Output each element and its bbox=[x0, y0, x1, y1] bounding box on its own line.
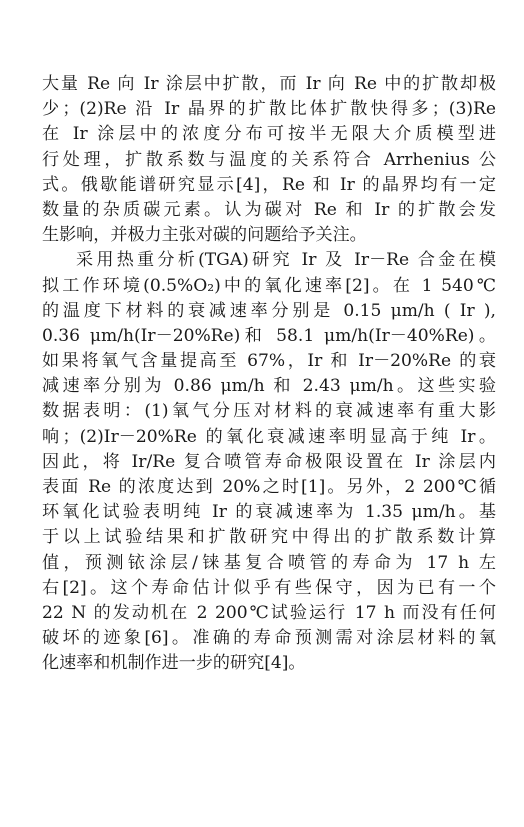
text-line: 如果将氧气含量提高至 67%，Ir 和 Ir－20%Re 的衰 bbox=[42, 351, 496, 372]
text-line: 破坏的迹象[6]。准确的寿命预测需对涂层材料的氧 bbox=[42, 628, 496, 649]
article-body bbox=[42, 72, 496, 677]
text-line: 拟工作环境(0.5%O₂)中的氧化速率[2]。在 1 540℃ bbox=[42, 275, 496, 296]
text-line: 化速率和机制作进一步的研究[4]。 bbox=[42, 653, 306, 674]
text-line: 因此，将 Ir/Re 复合喷管寿命极限设置在 Ir 涂层内 bbox=[42, 451, 496, 472]
text-line: 行处理，扩散系数与温度的关系符合 Arrhenius 公 bbox=[42, 149, 496, 170]
text-line: 采用热重分析(TGA)研究 Ir 及 Ir－Re 合金在模 bbox=[76, 250, 496, 271]
text-line: 大量 Re 向 Ir 涂层中扩散，而 Ir 向 Re 中的扩散却极 bbox=[42, 74, 496, 94]
text-line: 减速率分别为 0.86 μm/h 和 2.43 μm/h。这些实验 bbox=[42, 376, 496, 397]
paragraph-1 bbox=[42, 72, 496, 248]
text-line: 值，预测铱涂层/铼基复合喷管的寿命为 17 h 左 bbox=[42, 552, 496, 573]
paragraph-2 bbox=[42, 248, 496, 676]
text-line: 的温度下材料的衰减速率分别是 0.15 μm/h ( Ir ), bbox=[42, 300, 496, 321]
text-line: 生影响，并极力主张对碳的问题给予关注。 bbox=[42, 225, 367, 246]
text-line: 环氧化试验表明纯 Ir 的衰减速率为 1.35 μm/h。基 bbox=[42, 502, 496, 523]
text-line: 少；(2)Re 沿 Ir 晶界的扩散比体扩散快得多；(3)Re bbox=[42, 99, 496, 120]
text-line: 于以上试验结果和扩散研究中得出的扩散系数计算 bbox=[42, 527, 496, 548]
text-line: 数量的杂质碳元素。认为碳对 Re 和 Ir 的扩散会发 bbox=[42, 199, 496, 220]
text-line: 右[2]。这个寿命估计似乎有些保守，因为已有一个 bbox=[42, 577, 496, 598]
text-line: 表面 Re 的浓度达到 20%之时[1]。另外，2 200℃循 bbox=[42, 477, 496, 497]
text-line: 22 N 的发动机在 2 200℃试验运行 17 h 而没有任何 bbox=[42, 602, 496, 623]
text-line: 式。俄歇能谱研究显示[4]，Re 和 Ir 的晶界均有一定 bbox=[42, 174, 496, 195]
text-line: 0.36 μm/h(Ir－20%Re)和 58.1 μm/h(Ir－40%Re)。 bbox=[42, 325, 496, 346]
text-line: 响；(2)Ir－20%Re 的氧化衰减速率明显高于纯 Ir。 bbox=[42, 426, 496, 447]
text-line: 数据表明：(1)氧气分压对材料的衰减速率有重大影 bbox=[42, 401, 496, 422]
text-line: 在 Ir 涂层中的浓度分布可按半无限大介质模型进 bbox=[42, 124, 496, 145]
